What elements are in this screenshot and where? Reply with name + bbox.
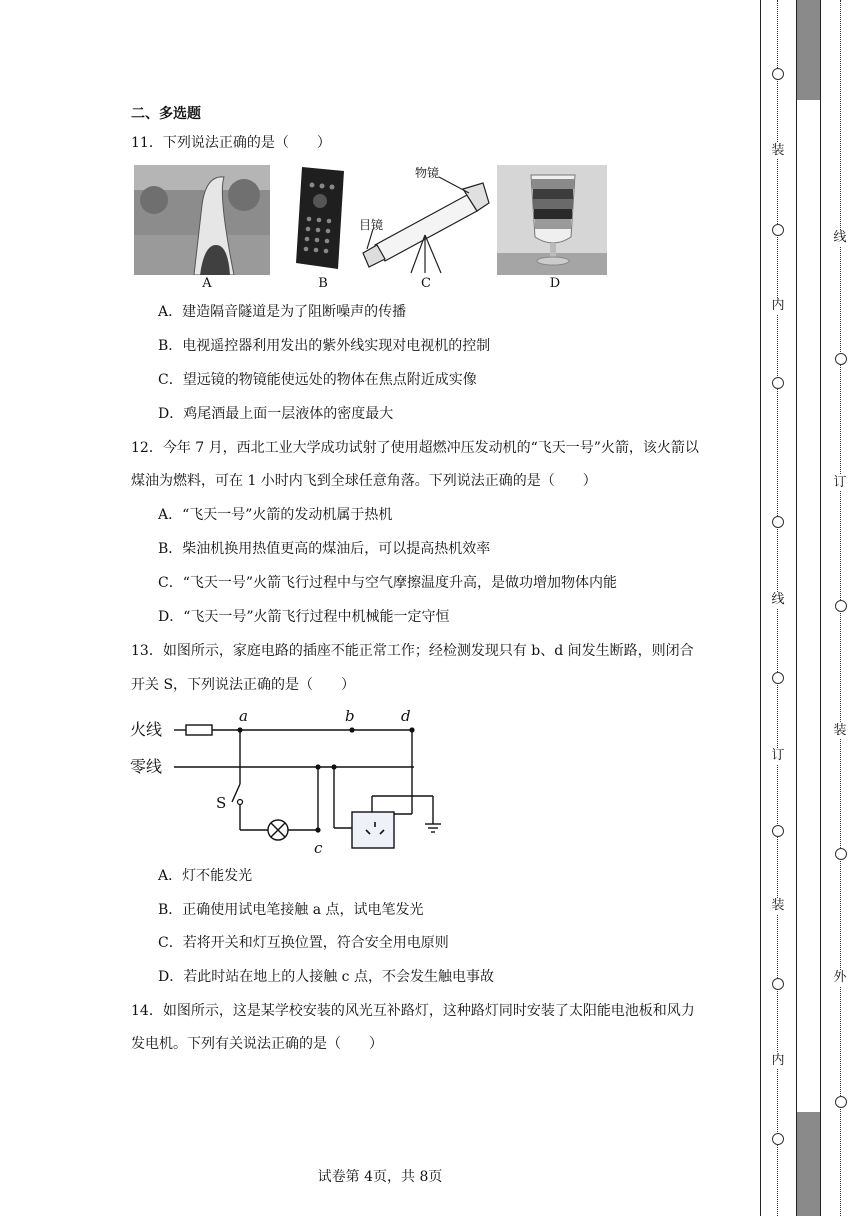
figure-label-b: B	[318, 276, 328, 291]
label-live-wire: 火线	[130, 720, 163, 739]
label-point-d: d	[401, 707, 411, 725]
circuit-diagram	[128, 704, 448, 860]
question-14-stem-line1: 14．如图所示，这是某学校安装的风光互补路灯，这种路灯同时安装了太阳能电池板和风力	[131, 1003, 695, 1019]
binding-circle	[772, 978, 784, 990]
q11-option-a: A．建造隔音隧道是为了阻断噪声的传播	[158, 304, 407, 320]
label-switch-s: S	[216, 794, 227, 812]
binding-label-outer: 装	[833, 723, 847, 738]
q13-option-a: A．灯不能发光	[158, 868, 253, 884]
q13-option-d: D．若此时站在地上的人接触 c 点，不会发生触电事故	[158, 969, 494, 985]
binding-label-inner: 订	[771, 748, 785, 763]
binding-circle	[772, 224, 784, 236]
page-footer: 试卷第 4页，共 8页	[317, 1169, 443, 1185]
label-point-c: c	[314, 839, 323, 857]
binding-label-inner: 线	[771, 592, 785, 607]
binding-circle	[772, 825, 784, 837]
figure-label-d: D	[549, 276, 561, 291]
q11-option-d: D．鸡尾酒最上面一层液体的密度最大	[158, 406, 394, 422]
question-12-stem-line1: 12．今年 7 月，西北工业大学成功试射了使用超燃冲压发动机的“飞天一号”火箭，该火箭以	[131, 440, 699, 456]
binding-circle	[772, 68, 784, 80]
section-title: 二、多选题	[131, 106, 201, 122]
q12-option-d: D．“飞天一号”火箭飞行过程中机械能一定守恒	[158, 609, 450, 625]
q12-option-c: C．“飞天一号”火箭飞行过程中与空气摩擦温度升高，是做功增加物体内能	[158, 575, 618, 591]
question-12-stem-line2: 煤油为燃料，可在 1 小时内飞到全球任意角落。下列说法正确的是（ ）	[131, 473, 597, 489]
binding-circle	[835, 353, 847, 365]
binding-margin	[760, 0, 860, 1216]
binding-label-outer: 线	[833, 230, 847, 245]
binding-label-outer: 订	[833, 475, 847, 490]
binding-circle	[835, 848, 847, 860]
figure-remote	[290, 163, 356, 273]
binding-circle	[772, 516, 784, 528]
figure-label-c: C	[421, 276, 431, 291]
binding-label-inner: 装	[771, 143, 785, 158]
binding-label-inner: 内	[771, 298, 785, 313]
figure-label-a: A	[202, 276, 212, 291]
figure-telescope	[355, 163, 493, 275]
q11-option-b: B．电视遥控器利用发出的紫外线实现对电视机的控制	[158, 338, 491, 354]
label-objective: 物镜	[415, 166, 440, 180]
question-13-stem-line2: 开关 S，下列说法正确的是（ ）	[131, 677, 356, 693]
label-eyepiece: 目镜	[359, 218, 384, 232]
label-neutral-wire: 零线	[130, 757, 163, 776]
binding-label-outer: 外	[833, 970, 847, 985]
q12-option-a: A．“飞天一号”火箭的发动机属于热机	[158, 507, 393, 523]
label-point-a: a	[239, 707, 248, 725]
q13-option-c: C．若将开关和灯互换位置，符合安全用电原则	[158, 935, 449, 951]
binding-circle	[835, 600, 847, 612]
question-14-stem-line2: 发电机。下列有关说法正确的是（ ）	[131, 1036, 383, 1052]
q13-option-b: B．正确使用试电笔接触 a 点，试电笔发光	[158, 902, 424, 918]
q11-option-c: C．望远镜的物镜能使远处的物体在焦点附近成实像	[158, 372, 477, 388]
binding-circle	[835, 1096, 847, 1108]
binding-label-inner: 装	[771, 898, 785, 913]
q12-option-b: B．柴油机换用热值更高的煤油后，可以提高热机效率	[158, 541, 491, 557]
figure-cocktail	[497, 165, 607, 275]
binding-circle	[772, 1133, 784, 1145]
question-11-stem: 11．下列说法正确的是（ ）	[131, 135, 331, 151]
binding-circle	[772, 377, 784, 389]
figure-tunnel	[134, 165, 270, 275]
binding-circle	[772, 672, 784, 684]
binding-label-inner: 内	[771, 1053, 785, 1068]
label-point-b: b	[345, 707, 355, 725]
question-13-stem-line1: 13．如图所示，家庭电路的插座不能正常工作；经检测发现只有 b、d 间发生断路，则闭合	[131, 643, 694, 659]
